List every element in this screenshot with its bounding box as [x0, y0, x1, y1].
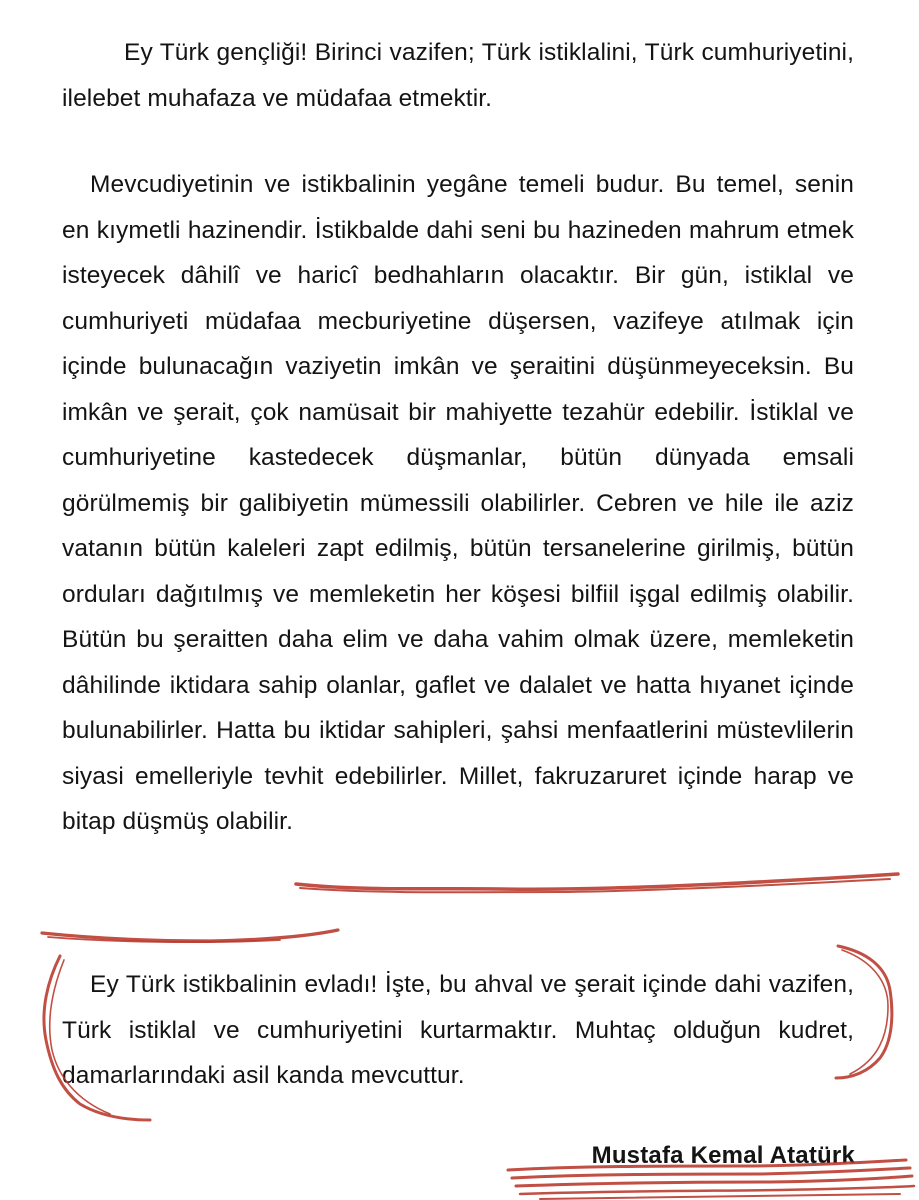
paragraph-2: Mevcudiyetinin ve istikbalinin yegâne temeli budur. Bu temel, senin en kıymetli hazinendir. İstikbalde dahi seni bu hazineden mahrum etmek isteyecek dâhilî ve haricî bedhahların olacaktır. Bir gün, istiklal ve cumhuriyeti müdafaa mecburiyetine düşersen, vazifeye atılmak için içinde bulunacağın vaziyetin imkân ve şeraitini düşünmeyeceksin. Bu imkân ve şerait, çok namüsait bir mahiyette tezahür edebilir. İstiklal ve cumhuriyetine kastedecek düşmanlar, bütün dünyada emsali görülmemiş bir galibiyetin mümessili olabilirler. Cebren ve hile ile aziz vatanın bütün kaleleri zapt edilmiş, bütün tersanelerine girilmiş, bütün orduları dağıtılmış ve memleketin her köşesi bilfiil işgal edilmiş olabilir. Bütün bu şeraitten daha elim ve daha vahim olmak üzere, memleketin dâhilinde iktidara sahip olanlar, gaflet ve dalalet ve hatta hıyanet içinde bulunabilirler. Hatta bu iktidar sahipleri, şahsi menfaatlerini müstevlilerin siyasi emelleriyle tevhit edebilirler. Millet, fakruzaruret içinde harap ve bitap düşmüş olabilir.: [62, 171, 854, 835]
signature: Mustafa Kemal Atatürk: [591, 1142, 855, 1169]
underline-dusmus: [42, 930, 338, 942]
underline-millet: [296, 874, 898, 892]
paragraph-3: Ey Türk istikbalinin evladı! İşte, bu ahval ve şerait içinde dahi vazifen, Türk istiklal ve cumhuriyetini kurtarmaktır. Muhtaç olduğun kudret, damarlarındaki asil kanda mevcuttur.: [62, 971, 854, 1089]
paragraph-1: Ey Türk gençliği! Birinci vazifen; Türk istiklalini, Türk cumhuriyetini, ilelebet muhafaza ve müdafaa etmektir.: [62, 39, 854, 112]
